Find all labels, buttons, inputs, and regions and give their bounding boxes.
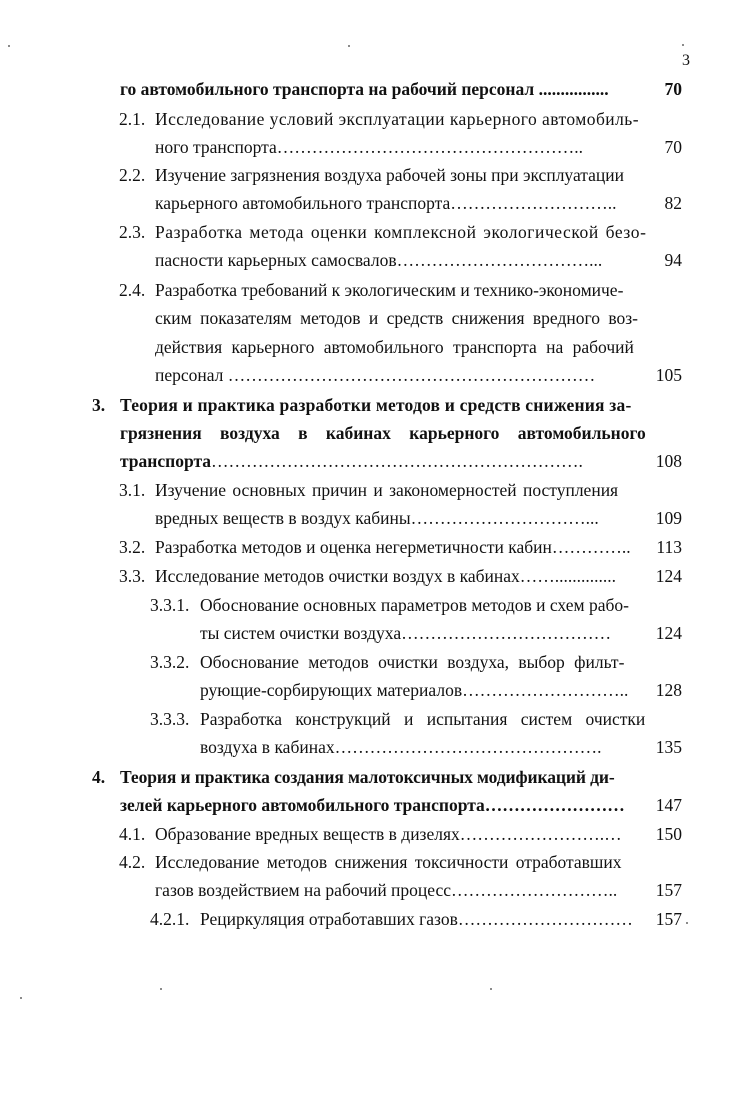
entry-number: 4.2.1. (150, 909, 190, 929)
leader-dots: ................ (534, 79, 609, 99)
entry-number: 2.2. (119, 165, 146, 185)
scan-speck (490, 988, 492, 990)
leader-dots: …….............. (519, 566, 616, 586)
scan-speck (20, 997, 22, 999)
entry-title-line: карьерного автомобильного транспорта……………………….. (155, 193, 617, 213)
scan-speck (8, 45, 10, 47)
leader-dots: ………….. (551, 537, 631, 557)
leader-dots: ……………………………………………………… (223, 365, 596, 385)
entry-title-line: Теория и практика создания малотоксичных модификаций ди- (120, 767, 615, 787)
entry-page: 105 (655, 365, 682, 385)
entry-title-line: транспорта………………………………………………………. (120, 451, 583, 471)
page-number: 3 (682, 52, 690, 69)
entry-number: 4.1. (119, 824, 146, 844)
toc-entry-continuation (120, 78, 609, 100)
leader-dots: ………………………………………. (334, 737, 602, 757)
entry-title-line: Разработка конструкций и испытания систем очистки (200, 709, 646, 729)
entry-title-line: Образование вредных веществ в дизелях…………………….… (155, 824, 622, 844)
leader-dots: ………………………………………………………. (211, 451, 583, 471)
entry-title-line: Рециркуляция отработавших газов………………………… (200, 909, 633, 929)
scan-speck (348, 45, 350, 47)
entry-title-line: Исследование условий эксплуатации карьерного автомобиль- (155, 109, 640, 129)
entry-number: 3.1. (119, 480, 146, 500)
entry-page: 108 (655, 451, 682, 471)
entry-title-line: газов воздействием на рабочий процесс……………………….. (155, 880, 618, 900)
entry-number: 3. (92, 395, 106, 415)
entry-page: 135 (655, 737, 682, 757)
entry-page: 150 (655, 824, 682, 844)
entry-page: 113 (656, 537, 682, 557)
scan-speck (686, 922, 688, 924)
entry-title-line: Обоснование методов очистки воздуха, выбор фильт- (200, 652, 625, 672)
leader-dots: …………………… (484, 795, 625, 815)
entry-title-line: Исследование методов очистки воздух в кабинах…….............. (155, 566, 616, 586)
entry-title-line: ты систем очистки воздуха……………………………… (200, 623, 612, 643)
entry-title-line: Разработка метода оценки комплексной экологической безо- (155, 222, 647, 242)
entry-title-line: Обоснование основных параметров методов и схем рабо- (200, 595, 629, 615)
entry-number: 3.3.2. (150, 652, 190, 672)
entry-number: 3.3.3. (150, 709, 190, 729)
entry-page: 82 (664, 193, 682, 213)
leader-dots: ……………………….. (451, 880, 618, 900)
entry-title-line: ного транспорта…………………………………………….. (155, 137, 584, 157)
entry-page: 124 (655, 623, 682, 643)
leader-dots: ……………………………... (396, 250, 603, 270)
scan-speck (682, 44, 684, 46)
entry-title-line: вредных веществ в воздух кабины…………………………... (155, 508, 599, 528)
entry-page: 70 (664, 137, 682, 157)
leader-dots: ……………………….. (450, 193, 617, 213)
entry-page: 157 (655, 880, 682, 900)
entry-number: 3.3.1. (150, 595, 190, 615)
entry-number: 4. (92, 767, 106, 787)
entry-title-line: Изучение основных причин и закономерностей поступления (155, 480, 619, 500)
entry-number: 2.1. (119, 109, 146, 129)
entry-page: 124 (655, 566, 682, 586)
entry-title-line: Разработка методов и оценка негерметичности кабин………….. (155, 537, 631, 557)
entry-title-line: пасности карьерных самосвалов……………………………... (155, 250, 603, 270)
entry-number: 2.4. (119, 280, 146, 300)
entry-page: 128 (655, 680, 682, 700)
leader-dots: …………………………………………….. (276, 137, 584, 157)
entry-page: 94 (664, 250, 682, 270)
entry-title-line: грязнения воздуха в кабинах карьерного автомобильного (120, 423, 646, 443)
leader-dots: …………………………... (410, 508, 599, 528)
entry-page: 157 (655, 909, 682, 929)
leader-dots: …………………….… (459, 824, 622, 844)
leader-dots: ……………………….. (462, 680, 629, 700)
entry-title-line: действия карьерного автомобильного транспорта на рабочий (155, 337, 634, 357)
entry-title-line: Теория и практика разработки методов и средств снижения за- (120, 395, 632, 415)
entry-title-line: персонал ……………………………………………………… (155, 365, 596, 385)
entry-number: 4.2. (119, 852, 146, 872)
entry-page: 147 (655, 795, 682, 815)
entry-title-line: Изучение загрязнения воздуха рабочей зоны при эксплуатации (155, 165, 624, 185)
entry-page: 70 (664, 79, 682, 99)
entry-title-line: Разработка требований к экологическим и технико-экономиче- (155, 280, 624, 300)
entry-title-line: Исследование методов снижения токсичности отработавших (155, 852, 622, 872)
entry-title-line: воздуха в кабинах………………………………………. (200, 737, 602, 757)
scan-speck (160, 988, 162, 990)
entry-title-line: рующие-сорбирующих материалов……………………….. (200, 680, 629, 700)
entry-number: 3.3. (119, 566, 146, 586)
entry-title-line: ским показателям методов и средств снижения вредного воз- (155, 308, 638, 328)
leader-dots: ……………………………… (401, 623, 612, 643)
entry-page: 109 (655, 508, 682, 528)
entry-number: 2.3. (119, 222, 146, 242)
entry-title: го автомобильного транспорта на рабочий персонал (120, 79, 535, 99)
entry-number: 3.2. (119, 537, 146, 557)
entry-title-line: зелей карьерного автомобильного транспорта…………………… (120, 795, 625, 815)
leader-dots: ………………………… (457, 909, 633, 929)
